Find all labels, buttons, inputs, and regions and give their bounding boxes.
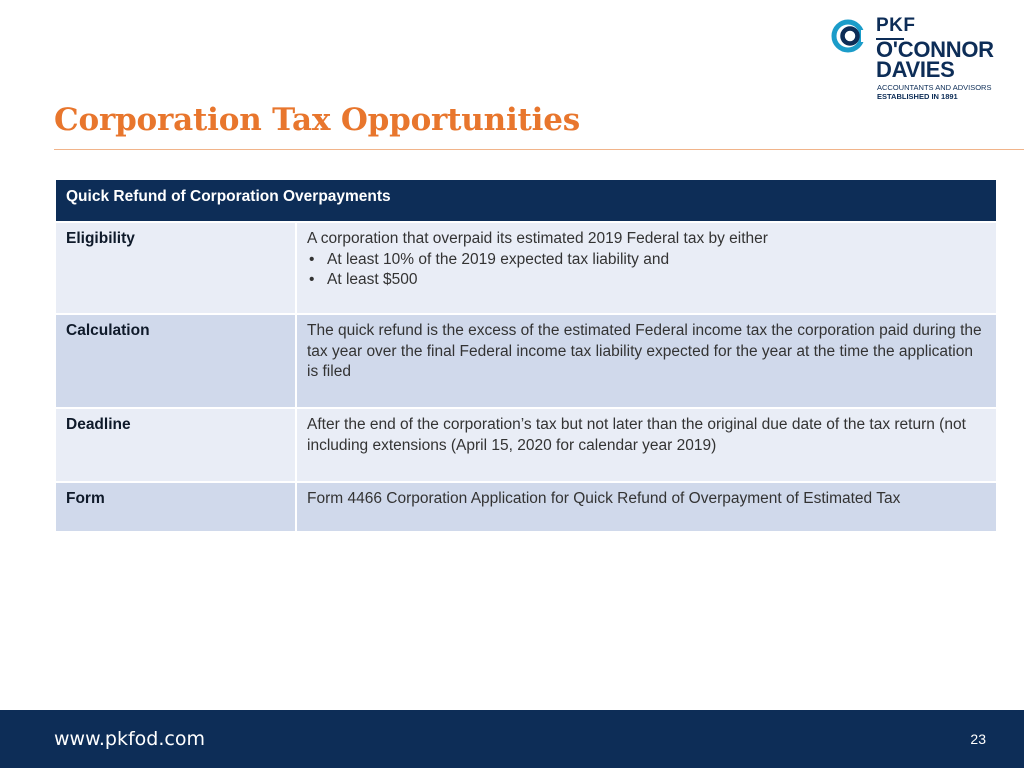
bullet-item: • At least 10% of the 2019 expected tax liability and — [307, 250, 986, 271]
row-content: After the end of the corporation’s tax but not later than the original due date of the tax return (not including extensions (April 15, 2020 for calendar year 2019) — [296, 408, 996, 482]
row-label: Form — [56, 482, 296, 532]
page-number: 23 — [970, 731, 986, 747]
table-header-row — [56, 180, 996, 222]
row-content: The quick refund is the excess of the estimated Federal income tax the corporation paid during the tax year over the final Federal income tax liability expected for the year at the time the application is filed — [296, 314, 996, 408]
row-content — [296, 222, 996, 314]
table-row-deadline — [56, 408, 996, 482]
row-label: Eligibility — [56, 222, 296, 314]
footer-bar — [0, 710, 1024, 768]
row-label: Deadline — [56, 408, 296, 482]
table-header: Quick Refund of Corporation Overpayments — [56, 180, 996, 222]
logo-oconnor-text: O'CONNOR — [876, 37, 994, 62]
logo-established: ESTABLISHED IN 1891 — [877, 92, 958, 101]
eligibility-bullet-list — [307, 250, 986, 291]
row-content: Form 4466 Corporation Application for Quick Refund of Overpayment of Estimated Tax — [296, 482, 996, 532]
eligibility-intro: A corporation that overpaid its estimated 2019 Federal tax by either — [307, 230, 768, 247]
slide-title: Corporation Tax Opportunities — [54, 102, 581, 138]
quick-refund-table — [56, 180, 996, 533]
table-row-form — [56, 482, 996, 532]
pkf-logo-mark-icon — [831, 16, 871, 56]
logo-tagline: ACCOUNTANTS AND ADVISORS — [877, 83, 992, 92]
table-row-calculation — [56, 314, 996, 408]
title-divider — [54, 149, 1024, 150]
bullet-item: • At least $500 — [307, 270, 986, 291]
logo-pkf-text: PKF — [876, 15, 916, 36]
footer-website-link[interactable]: www.pkfod.com — [54, 728, 205, 750]
table-row-eligibility — [56, 222, 996, 314]
company-logo — [831, 14, 1011, 104]
row-label: Calculation — [56, 314, 296, 408]
logo-davies-text: DAVIES — [876, 57, 955, 82]
